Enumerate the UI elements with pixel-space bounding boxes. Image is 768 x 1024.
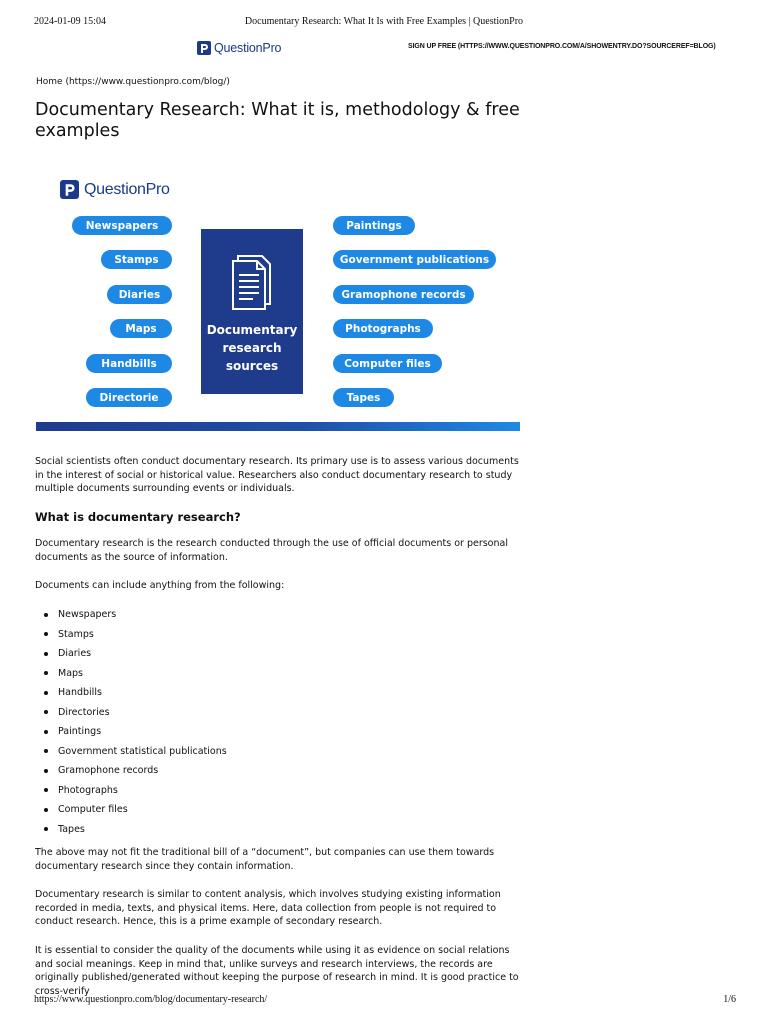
list-item: Computer files	[58, 803, 227, 823]
logo-text: QuestionPro	[214, 41, 282, 55]
list-item: Photographs	[58, 784, 227, 804]
definition-paragraph: Documentary research is the research conducted through the use of official documents or personal documents as the source of information.	[35, 538, 508, 563]
content-analysis-paragraph: Documentary research is similar to content analysis, which involves studying existing information recorded in media, texts, and physical items. Here, data collection from people is not required to conduct research. Hence, this is a prime example of secondary research.	[35, 889, 501, 927]
pill-newspapers: Newspapers	[72, 216, 172, 235]
list-item: Paintings	[58, 725, 227, 745]
center-label-line-2: research	[222, 341, 282, 355]
infographic-logo	[60, 180, 170, 199]
pill-paintings: Paintings	[333, 216, 415, 235]
list-item: Handbills	[58, 686, 227, 706]
site-logo[interactable]	[197, 40, 281, 56]
pill-tapes: Tapes	[333, 388, 394, 407]
quality-paragraph: It is essential to consider the quality of the documents while using it as evidence on social relations and social meanings. Keep in mind that, unlike surveys and research interviews, the records are originally published/generated without keeping the purpose of research in mind. It is good practice to cross-verify	[35, 945, 519, 997]
footer-page-number: 1/6	[723, 994, 736, 1005]
pill-gramophone-records: Gramophone records	[333, 285, 474, 304]
list-item: Government statistical publications	[58, 745, 227, 765]
pill-government-publications: Government publications	[333, 250, 496, 269]
list-item: Diaries	[58, 647, 227, 667]
center-label-line-3: sources	[225, 359, 279, 373]
pill-stamps: Stamps	[101, 250, 172, 269]
documentary-sources-infographic	[36, 162, 520, 432]
list-item: Newspapers	[58, 608, 227, 628]
print-datetime: 2024-01-09 15:04	[34, 16, 106, 27]
signup-free-link[interactable]: SIGN UP FREE (HTTPS://WWW.QUESTIONPRO.COM/A/SHOWENTRY.DO?SOURCEREF=BLOG)	[408, 43, 716, 50]
pill-photographs: Photographs	[333, 319, 433, 338]
print-title: Documentary Research: What It Is with Free Examples | QuestionPro	[244, 16, 524, 27]
documentary-sources-box	[201, 229, 303, 394]
pill-maps: Maps	[110, 319, 172, 338]
pill-directorie: Directorie	[86, 388, 172, 407]
list-item: Directories	[58, 706, 227, 726]
breadcrumb-home[interactable]: Home (https://www.questionpro.com/blog/)	[36, 77, 230, 87]
infographic-footer-bar	[36, 422, 520, 431]
intro-paragraph: Social scientists often conduct documentary research. Its primary use is to assess various documents in the interest of social or historical value. Researchers also conduct documentary research to study multiple documents surrounding events or individuals.	[35, 456, 519, 494]
list-intro-paragraph: Documents can include anything from the following:	[35, 580, 285, 591]
pill-computer-files: Computer files	[333, 354, 442, 373]
pill-diaries: Diaries	[107, 285, 172, 304]
questionpro-logo-icon	[60, 180, 79, 199]
infographic-logo-text: QuestionPro	[84, 180, 170, 198]
center-label-line-1: Documentary	[206, 323, 298, 337]
pill-handbills: Handbills	[86, 354, 172, 373]
list-item: Stamps	[58, 628, 227, 648]
list-item: Tapes	[58, 823, 227, 843]
questionpro-logo-icon	[197, 41, 211, 55]
bill-paragraph: The above may not fit the traditional bill of a “document”, but companies can use them towards documentary research since they contain information.	[35, 847, 495, 872]
list-item: Maps	[58, 667, 227, 687]
page-title: Documentary Research: What it is, methodology & free examples	[35, 100, 520, 141]
section-heading-what-is: What is documentary research?	[35, 510, 241, 524]
footer-url: https://www.questionpro.com/blog/documentary-research/	[34, 994, 268, 1005]
document-stack-icon	[229, 253, 275, 315]
center-box-label	[201, 321, 303, 375]
document-types-list	[58, 608, 227, 842]
list-item: Gramophone records	[58, 764, 227, 784]
